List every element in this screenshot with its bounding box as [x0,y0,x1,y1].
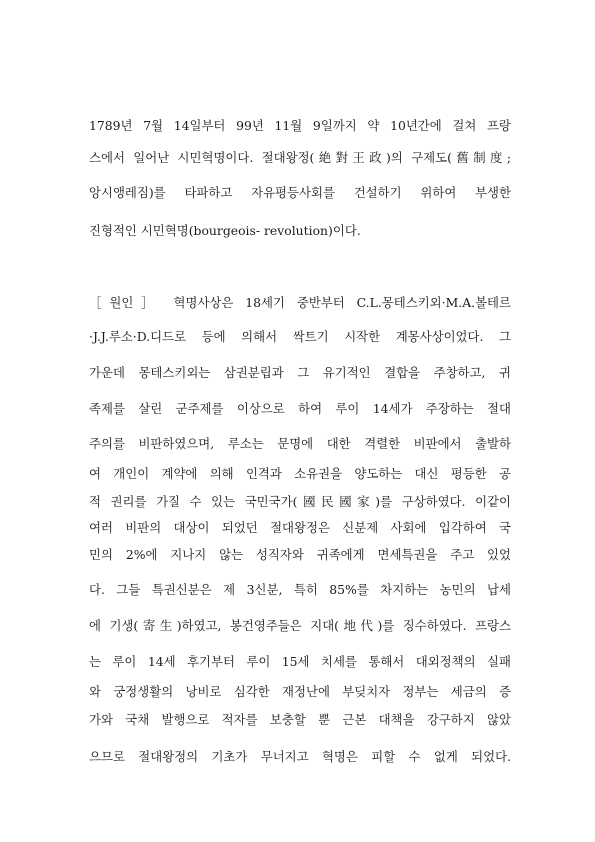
text-line: 앙시앵레짐)를 타파하고 자유평등사회를 건설하기 위하여 부생한 [89,185,511,200]
text-line: 민의 2%에 지나지 않는 성직자와 귀족에게 면세특권을 주고 있었 [89,547,511,562]
text-line: 적 권리를 가질 수 있는 국민국가(國民國家)를 구상하였다. 이같이 [89,494,511,509]
text-line: ［원인］ 혁명사상은 18세기 중반부터 C.L.몽테스키외·M.A.볼테르 [89,295,511,310]
text-line: 와 궁정생활의 낭비로 심각한 재정난에 부딪치자 정부는 세금의 증 [89,684,511,699]
text-line: 가와 국채 발행으로 적자를 보충할 뿐 근본 대책을 강구하지 않았 [89,712,511,727]
text-line: 으므로 절대왕정의 기초가 무너지고 혁명은 피할 수 없게 되었다. [89,749,511,764]
text-line: 진형적인 시민혁명(bourgeois- revolution)이다. [89,223,361,238]
text-line: 다. 그들 특권신분은 제 3신분, 특히 85%를 차지하는 농민의 납세 [89,582,511,597]
text-line: 여 개인이 계약에 의해 인격과 소유권을 양도하는 대신 평등한 공 [89,466,511,481]
text-line: 는 루이 14세 후기부터 루이 15세 치세를 통해서 대외정책의 실패 [89,654,511,669]
text-line: 1789년 7월 14일부터 99년 11월 9일까지 약 10년간에 걸쳐 프랑 [89,118,511,133]
text-line: 스에서 일어난 시민혁명이다. 절대왕정(絶對王政)의 구제도(舊制度; [89,150,511,165]
text-line: ·J.J.루소·D.디드로 등에 의해서 싹트기 시작한 계몽사상이었다. 그 [89,329,511,344]
text-line: 여러 비판의 대상이 되었던 절대왕정은 신분제 사회에 입각하여 국 [89,520,511,535]
text-line: 가운데 몽테스키외는 삼권분립과 그 유기적인 결합을 주창하고, 귀 [89,365,511,380]
text-line: 족제를 살린 군주제를 이상으로 하여 루이 14세가 주장하는 절대 [89,401,511,416]
text-line: 에 기생(寄生)하였고, 봉건영주들은 지대(地代)를 징수하였다. 프랑스 [89,618,511,633]
text-line: 주의를 비판하였으며, 루소는 문명에 대한 격렬한 비판에서 출발하 [89,436,511,451]
